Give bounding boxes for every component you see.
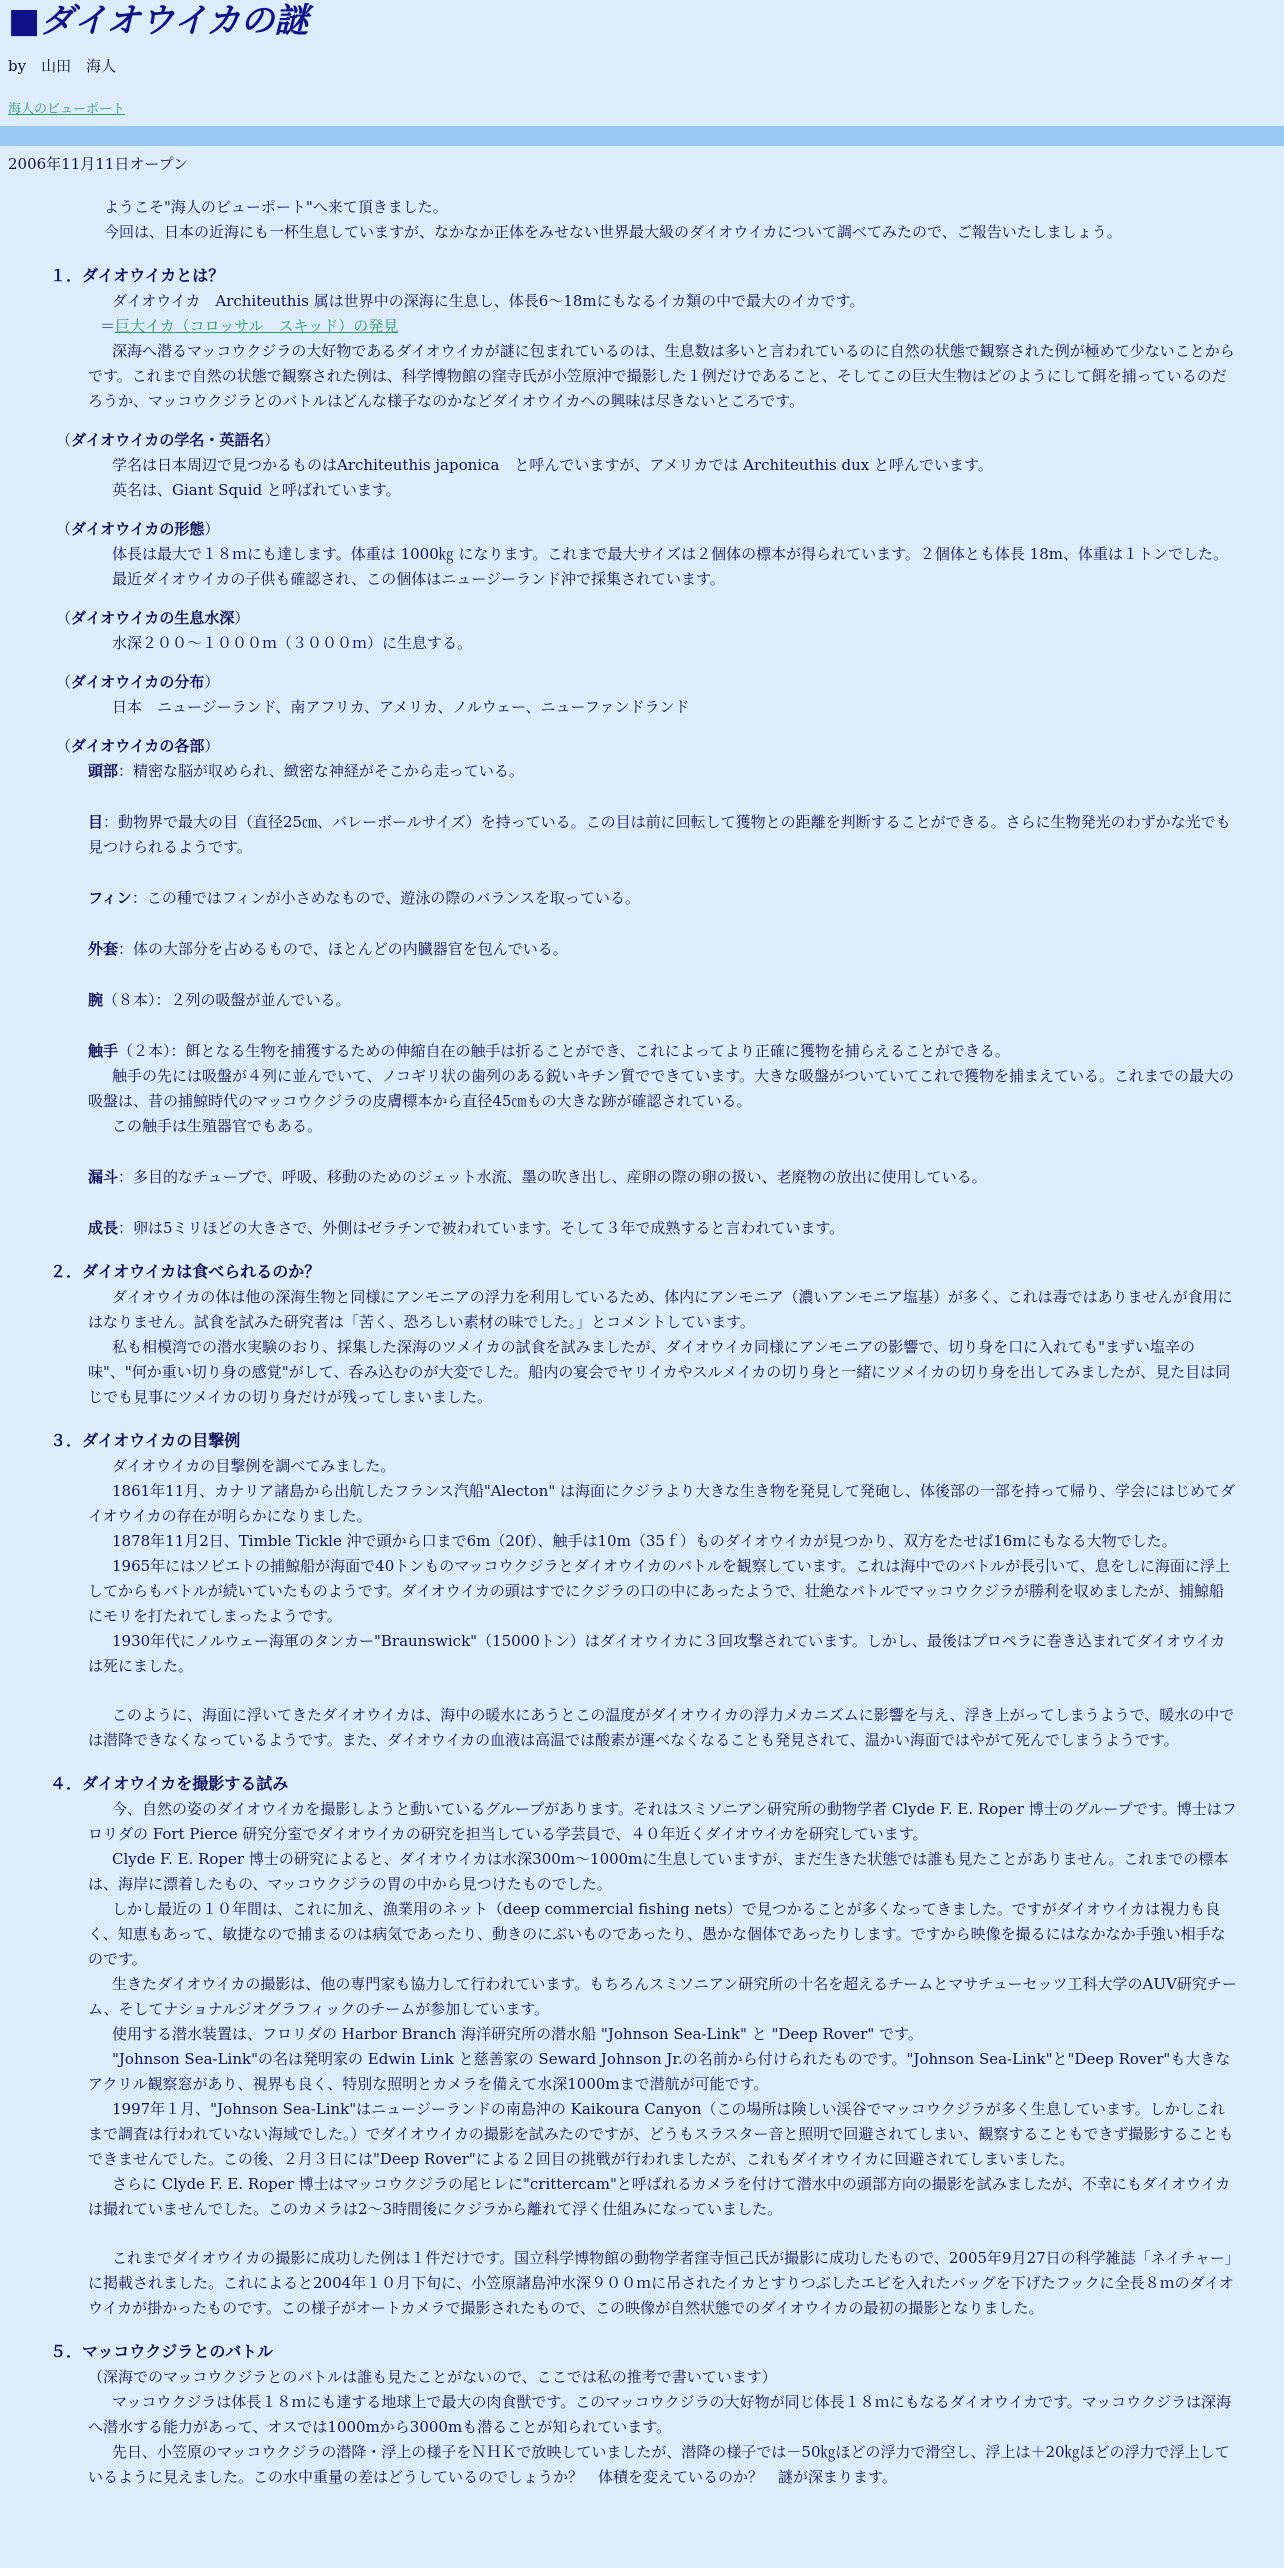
sub-heading: （ダイオウイカの形態）	[56, 520, 220, 538]
part-name: 腕	[88, 991, 104, 1009]
part-text: （２本）：餌となる生物を捕獲するための伸縮自在の触手は折ることができ、これによってより正確に獲物を捕らえることができる。	[118, 1042, 1010, 1060]
sub-body	[8, 695, 1276, 720]
part-line	[88, 886, 1238, 911]
section-body	[8, 289, 1276, 414]
paragraph: 生きたダイオウイカの撮影は、他の専門家も協力して行われています。もちろんスミソニアン研究所の十名を超えるチームとマサチューセッツ工科大学のAUV研究チーム、そしてナショナルジオグラフィックのチームが参加しています。	[88, 1975, 1237, 2018]
part-line	[88, 1039, 1238, 1064]
part-line	[88, 988, 1238, 1013]
paragraph: 1878年11月2日、Timble Tickle 沖で頭から口まで6m（20f）、触手は10m（35ｆ）ものダイオウイカが見つかり、双方をたせば16mにもなる大物でした。	[112, 1532, 1177, 1550]
paragraph: 今、自然の姿のダイオウイカを撮影しようと動いているグループがあります。それはスミソニアン研究所の動物学者 Clyde F. E. Roper 博士のグループです。博士はフロリダの Fort Pierce 研究分室でダイオウイカの研究を担当している学芸員で、４０年近くダイオウイカを研究しています。	[88, 1800, 1237, 1843]
section-heading: ４．ダイオウイカを撮影する試み	[50, 1774, 289, 1793]
part-line	[88, 1165, 1238, 1190]
section-heading: ２．ダイオウイカは食べられるのか？	[50, 1262, 321, 1281]
sub-body	[8, 453, 1276, 503]
section-heading: １．ダイオウイカとは？	[50, 266, 225, 285]
part-name: 頭部	[88, 762, 119, 780]
part-text: ：精密な脳が収められ、緻密な神経がそこから走っている。	[118, 762, 524, 780]
section-body	[8, 1285, 1276, 1410]
intro	[8, 195, 1276, 245]
part-entry	[8, 759, 1276, 784]
section-body	[8, 1454, 1276, 1753]
section-heading: ３．ダイオウイカの目撃例	[50, 1431, 241, 1450]
sub-heading: （ダイオウイカの生息水深）	[56, 609, 250, 627]
section-body	[8, 2365, 1276, 2490]
part-text: （８本）：２列の吸盤が並んでいる。	[103, 991, 351, 1009]
part-line	[88, 759, 1238, 784]
byline: by 山田 海人	[8, 57, 117, 75]
paragraph: 学名は日本周辺で見つかるものはArchiteuthis japonica と呼んでいますが、アメリカでは Architeuthis dux と呼んでいます。	[112, 456, 993, 474]
paragraph: 1997年１月、"Johnson Sea-Link"はニュージーランドの南島沖の Kaikoura Canyon（この場所は険しい渓谷でマッコウクジラが多く生息しています。しかしこれまで調査は行われていない海域でした。）でダイオウイカの撮影を試みたのですが、どうもスラスター音と照明で回避されてしまい、観察することもできず撮影することもできませんでした。この後、２月３日には"Deep Rover"による２回目の挑戦が行われましたが、これもダイオウイカに回避されてしまいました。	[88, 2100, 1234, 2168]
intro-line: 今回は、日本の近海にも一杯生息していますが、なかなか正体をみせない世界最大級のダイオウイカについて調べてみたので、ご報告いたしましょう。	[104, 223, 1122, 241]
discovery-link[interactable]: 巨大イカ（コロッサル スキッド）の発見	[115, 317, 399, 335]
open-date: 2006年11月11日オープン	[8, 155, 188, 173]
paragraph: ダイオウイカの目撃例を調べてみました。	[112, 1457, 396, 1475]
discovery-link-row: ＝巨大イカ（コロッサル スキッド）の発見	[100, 317, 399, 335]
sub-heading: （ダイオウイカの分布）	[56, 673, 220, 691]
paragraph: 深海へ潜るマッコウクジラの大好物であるダイオウイカが謎に包まれているのは、生息数は多いと言われているのに自然の状態で観察された例が極めて少ないことからです。これまで自然の状態で観察された例は、科学博物館の窪寺氏が小笠原沖で撮影した１例だけであること、そしてこの巨大生物はどのようにして餌を捕っているのだろうか、マッコウクジラとのバトルはどんな様子なのかなどダイオウイカへの興味は尽きないところです。	[88, 342, 1235, 410]
part-name: フィン	[88, 889, 132, 907]
part-line	[88, 937, 1238, 962]
part-line	[88, 810, 1238, 860]
sub-body	[8, 542, 1276, 592]
part-name: 漏斗	[88, 1168, 119, 1186]
part-text: ：この種ではフィンが小さめなもので、遊泳の際のバランスを取っている。	[131, 889, 640, 907]
paragraph: 1930年代にノルウェー海軍のタンカー"Braunswick"（15000トン）はダイオウイカに３回攻撃されています。しかし、最後はプロペラに巻き込まれてダイオウイカは死にました。	[88, 1632, 1226, 1675]
part-entry	[8, 810, 1276, 860]
paragraph: ダイオウイカ Architeuthis 属は世界中の深海に生息し、体長6～18mにもなるイカ類の中で最大のイカです。	[112, 292, 865, 310]
part-extra-line: この触手は生殖器官でもある。	[112, 1117, 323, 1135]
sub-heading: （ダイオウイカの各部）	[56, 737, 220, 755]
sub-body	[8, 631, 1276, 656]
section-body	[8, 1797, 1276, 2321]
paragraph: マッコウクジラは体長１８ｍにも達する地球上で最大の肉食獣です。このマッコウクジラの大好物が同じ体長１８ｍにもなるダイオウイカです。マッコウクジラは深海へ潜水する能力があって、オスでは1000mから3000mも潜ることが知られています。	[88, 2393, 1232, 2436]
paragraph: 水深２００～１０００ｍ（３０００ｍ）に生息する。	[112, 634, 473, 652]
part-name: 成長	[88, 1219, 119, 1237]
paragraph: 最近ダイオウイカの子供も確認され、この個体はニュージーランド沖で採集されています。	[112, 570, 725, 588]
paragraph: 1965年にはソビエトの捕鯨船が海面で40トンものマッコウクジラとダイオウイカのバトルを観察しています。これは海中でのバトルが長引いて、息をしに海面に浮上してからもバトルが続いていたものようです。ダイオウイカの頭はすでにクジラの口の中にあったようで、壮絶なバトルでマッコウクジラが勝利を収めましたが、捕鯨船にモリを打たれてしまったようです。	[88, 1557, 1230, 1625]
part-entry	[8, 937, 1276, 962]
part-entry	[8, 1216, 1276, 1241]
sub-heading: （ダイオウイカの学名・英語名）	[56, 431, 280, 449]
paragraph: "Johnson Sea-Link"の名は発明家の Edwin Link と慈善家の Seward Johnson Jr.の名前から付けられたものです。"Johnson Sea-Link"と"Deep Rover"も大きなアクリル観察窓があり、視界も良く、特別な照明とカメラを備えて水深1000mまで潜航が可能です。	[88, 2050, 1231, 2093]
section-note: （深海でのマッコウクジラとのバトルは誰も見たことがないので、ここでは私の推考で書いています）	[88, 2368, 777, 2386]
section-heading: ５．マッコウクジラとのバトル	[50, 2342, 274, 2361]
paragraph: 私も相模湾での潜水実験のおり、採集した深海のツメイカの試食を試みましたが、ダイオウイカ同様にアンモニアの影響で、切り身を口に入れても"まずい塩辛の味"、"何か重い切り身の感覚"がして、呑み込むのが大変でした。船内の宴会でヤリイカやスルメイカの切り身と一緒にツメイカの切り身を出してみましたが、見た目は同じでも見事にツメイカの切り身だけが残ってしまいました。	[88, 1338, 1231, 1406]
paragraph: ダイオウイカの体は他の深海生物と同様にアンモニアの浮力を利用しているため、体内にアンモニア（濃いアンモニア塩基）が多く、これは毒ではありませんが食用にはなりません。試食を試みた研究者は「苦く、恐ろしい素材の味でした。」とコメントしています。	[88, 1288, 1233, 1331]
paragraph: さらに Clyde F. E. Roper 博士はマッコウクジラの尾ヒレに"crittercam"と呼ばれるカメラを付けて潜水中の頭部方向の撮影を試みましたが、不幸にもダイオウイカは撮れていませんでした。このカメラは2～3時間後にクジラから離れて浮く仕組みになっていました。	[88, 2175, 1231, 2218]
paragraph: これまでダイオウイカの撮影に成功した例は１件だけです。国立科学博物館の動物学者窪寺恒己氏が撮影に成功したもので、2005年9月27日の科学雑誌「ネイチャー」に掲載されました。これによると2004年１０月下旬に、小笠原諸島沖水深９００ｍに吊されたイカとすりつぶしたエビを入れたバッグを下げたフックに全長８ｍのダイオウイカが掛かったものです。この様子がオートカメラで撮影されたもので、この映像が自然状態でのダイオウイカの最初の撮影となりました。	[88, 2249, 1234, 2317]
part-name: 目	[88, 813, 104, 831]
part-entry	[8, 886, 1276, 911]
paragraph: このように、海面に浮いてきたダイオウイカは、海中の暖水にあうとこの温度がダイオウイカの浮力メカニズムに影響を与え、浮き上がってしまうようで、暖水の中では潜降できなくなっているようです。また、ダイオウイカの血液は高温では酸素が運べなくなることも発見されて、温かい海面ではやがて死んでしまうようです。	[88, 1706, 1235, 1749]
part-entry	[8, 1039, 1276, 1139]
part-text: ：多目的なチューブで、呼吸、移動のためのジェット水流、墨の吹き出し、産卵の際の卵の扱い、老廃物の放出に使用している。	[118, 1168, 987, 1186]
paragraph: Clyde F. E. Roper 博士の研究によると、ダイオウイカは水深300m～1000mに生息していますが、まだ生きた状態では誰も見たことがありません。これまでの標本は、海岸に漂着したもの、マッコウクジラの胃の中から見つけたものでした。	[88, 1850, 1229, 1893]
paragraph: 先日、小笠原のマッコウクジラの潜降・浮上の様子をＮＨＫで放映していましたが、潜降の様子では－50㎏ほどの浮力で滑空し、浮上は＋20㎏ほどの浮力で浮上しているように見えました。この水中重量の差はどうしているのでしょうか？ 体積を変えているのか？ 謎が深まります。	[88, 2443, 1230, 2486]
part-text: ：体の大部分を占めるもので、ほとんどの内臓器官を包んでいる。	[118, 940, 568, 958]
parts-list	[8, 759, 1276, 1241]
header-divider-bar	[0, 126, 1284, 146]
paragraph: 使用する潜水装置は、フロリダの Harbor Branch 海洋研究所の潜水船 "Johnson Sea-Link" と "Deep Rover" です。	[112, 2025, 923, 2043]
paragraph: 1861年11月、カナリア諸島から出航したフランス汽船"Alecton" は海面にクジラより大きな生き物を発見して発砲し、体後部の一部を持って帰り、学会にはじめてダイオウイカの存在が明らかになりました。	[88, 1482, 1236, 1525]
part-text: ：卵は5ミリほどの大きさで、外側はゼラチンで被われています。そして３年で成熟すると言われています。	[118, 1219, 845, 1237]
part-text: ：動物界で最大の目（直径25㎝、バレーボールサイズ）を持っている。この目は前に回転して獲物との距離を判断することができる。さらに生物発光のわずかな光でも見つけられるようです。	[88, 813, 1231, 856]
part-name: 外套	[88, 940, 119, 958]
part-entry	[8, 988, 1276, 1013]
paragraph: しかし最近の１０年間は、これに加え、漁業用のネット（deep commercial fishing nets）で見つかることが多くなってきました。ですがダイオウイカは視力も良く、知恵もあって、敏捷なので捕まるのは病気であったり、動きのにぶいものであったり、愚かな個体であったりします。ですから映像を撮るにはなかなか手強い相手なのです。	[88, 1900, 1226, 1968]
home-link[interactable]: 海人のビューポート	[8, 102, 126, 117]
paragraph: 英名は、Giant Squid と呼ばれています。	[112, 481, 401, 499]
part-entry	[8, 1165, 1276, 1190]
part-extra-line: 触手の先には吸盤が４列に並んでいて、ノコギリ状の歯列のある鋭いキチン質でできています。大きな吸盤がついていてこれで獲物を捕まえている。これまでの最大の吸盤は、昔の捕鯨時代のマッコウクジラの皮膚標本から直径45㎝もの大きな跡が確認されている。	[88, 1067, 1235, 1110]
page-title: ■ダイオウイカの謎	[8, 1, 309, 41]
part-name: 触手	[88, 1042, 119, 1060]
part-line	[88, 1216, 1238, 1241]
paragraph: 日本 ニュージーランド、南アフリカ、アメリカ、ノルウェー、ニューファンドランド	[112, 698, 690, 716]
paragraph: 体長は最大で１８ｍにも達します。体重は 1000㎏ になります。これまで最大サイズは２個体の標本が得られています。２個体とも体長 18m、体重は１トンでした。	[112, 545, 1228, 563]
intro-line: ようこそ"海人のビューポート"へ来て頂きました。	[104, 198, 448, 216]
